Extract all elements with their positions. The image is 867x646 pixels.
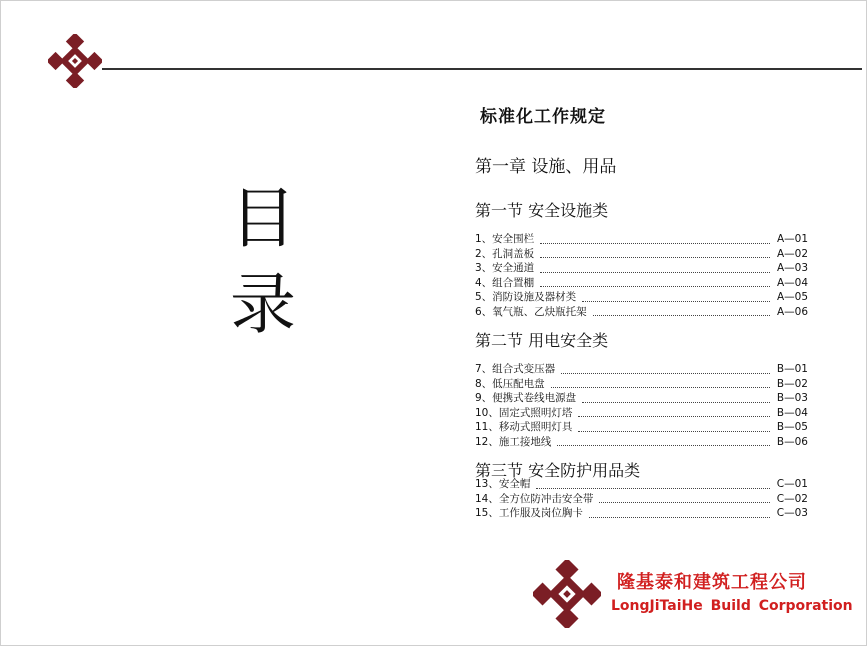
header-rule bbox=[102, 68, 862, 70]
company-name-en: LongJiTaiHe Build Corporation bbox=[611, 598, 853, 614]
toc-entry[interactable] bbox=[475, 477, 808, 492]
toc-leader-dots bbox=[540, 242, 770, 244]
toc-entry-code: A—04 bbox=[776, 276, 808, 289]
toc-entry-code: B—06 bbox=[776, 435, 808, 448]
toc-entry-code: C—03 bbox=[776, 507, 808, 519]
toc-entry[interactable] bbox=[475, 276, 808, 291]
toc-entry-code: A—03 bbox=[776, 262, 808, 274]
toc-leader-dots bbox=[582, 300, 770, 302]
toc-entry-code: C—01 bbox=[776, 478, 808, 490]
toc-entry-label: 11、移动式照明灯具 bbox=[475, 421, 573, 433]
toc-leader-dots bbox=[540, 256, 770, 258]
toc-list bbox=[475, 232, 808, 319]
toc-list bbox=[475, 477, 808, 521]
toc-entry[interactable] bbox=[475, 492, 808, 507]
section-title: 第二节 用电安全类 bbox=[475, 331, 609, 350]
toc-entry[interactable] bbox=[475, 290, 808, 305]
toc-leader-dots bbox=[540, 271, 770, 273]
toc-entry-label: 7、组合式变压器 bbox=[475, 363, 556, 375]
toc-entry-label: 13、安全帽 bbox=[475, 478, 531, 490]
toc-entry-code: A—01 bbox=[776, 233, 808, 245]
toc-leader-dots bbox=[557, 444, 770, 446]
toc-entry-code: B—04 bbox=[776, 406, 808, 419]
section-title: 第一节 安全设施类 bbox=[475, 201, 609, 220]
toc-entry[interactable] bbox=[475, 261, 808, 276]
toc-leader-dots bbox=[561, 372, 770, 374]
toc-heading-char-2: 录 bbox=[230, 266, 296, 343]
toc-leader-dots bbox=[578, 430, 770, 432]
toc-entry[interactable] bbox=[475, 406, 808, 421]
toc-entry[interactable] bbox=[475, 247, 808, 262]
toc-entry-label: 1、安全围栏 bbox=[475, 233, 535, 245]
toc-entry[interactable] bbox=[475, 420, 808, 435]
toc-entry[interactable] bbox=[475, 305, 808, 320]
document-title: 标准化工作规定 bbox=[480, 107, 606, 127]
toc-entry[interactable] bbox=[475, 362, 808, 377]
toc-leader-dots bbox=[551, 386, 770, 388]
toc-entry-code: A—02 bbox=[776, 247, 808, 260]
toc-entry-label: 4、组合置棚 bbox=[475, 276, 535, 289]
toc-entry-label: 2、孔洞盖板 bbox=[475, 247, 535, 260]
company-logo-top bbox=[48, 34, 102, 88]
toc-entry-label: 15、工作服及岗位胸卡 bbox=[475, 507, 583, 519]
toc-entry[interactable] bbox=[475, 506, 808, 521]
toc-entry-code: B—02 bbox=[776, 377, 808, 390]
toc-entry-label: 12、施工接地线 bbox=[475, 435, 552, 448]
toc-entry[interactable] bbox=[475, 232, 808, 247]
toc-list bbox=[475, 362, 808, 449]
section-title: 第三节 安全防护用品类 bbox=[475, 461, 641, 480]
toc-entry-label: 6、氧气瓶、乙炔瓶托架 bbox=[475, 305, 587, 318]
toc-entry-code: B—05 bbox=[776, 421, 808, 433]
toc-entry-label: 8、低压配电盘 bbox=[475, 377, 545, 390]
toc-entry[interactable] bbox=[475, 377, 808, 392]
toc-entry-code: A—05 bbox=[776, 291, 808, 303]
toc-entry[interactable] bbox=[475, 391, 808, 406]
company-logo-bottom bbox=[533, 560, 601, 628]
toc-entry-label: 5、消防设施及器材类 bbox=[475, 291, 577, 303]
toc-entry-code: A—06 bbox=[776, 305, 808, 318]
toc-entry-code: B—03 bbox=[776, 392, 808, 404]
toc-leader-dots bbox=[599, 501, 770, 503]
toc-entry-code: C—02 bbox=[776, 492, 808, 505]
toc-entry-label: 14、全方位防冲击安全带 bbox=[475, 492, 594, 505]
toc-heading-char-1: 目 bbox=[230, 180, 296, 257]
toc-entry[interactable] bbox=[475, 435, 808, 450]
chapter-title: 第一章 设施、用品 bbox=[475, 157, 617, 177]
toc-entry-label: 3、安全通道 bbox=[475, 262, 535, 274]
toc-entry-label: 10、固定式照明灯塔 bbox=[475, 406, 573, 419]
toc-entry-code: B—01 bbox=[776, 363, 808, 375]
toc-leader-dots bbox=[589, 516, 770, 518]
toc-leader-dots bbox=[540, 285, 770, 287]
toc-leader-dots bbox=[578, 415, 770, 417]
company-name-cn: 隆基泰和建筑工程公司 bbox=[617, 572, 807, 593]
toc-leader-dots bbox=[536, 487, 770, 489]
toc-leader-dots bbox=[593, 314, 770, 316]
toc-entry-label: 9、便携式卷线电源盘 bbox=[475, 392, 577, 404]
toc-leader-dots bbox=[582, 401, 770, 403]
